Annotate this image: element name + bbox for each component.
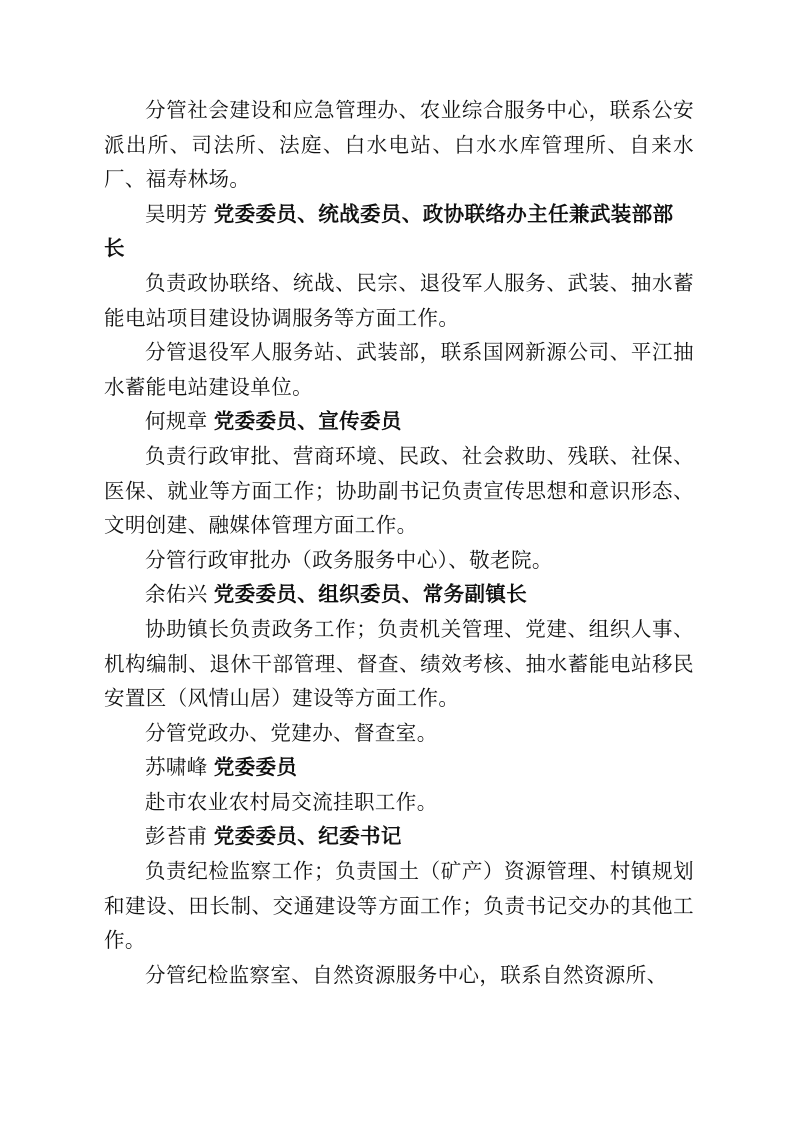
paragraph-duties: 分管行政审批办（政务服务中心）、敬老院。	[145, 547, 553, 572]
official-title: 党委委员、统战委员、政协联络办主任兼武装部部长	[104, 201, 674, 261]
official-heading	[104, 404, 694, 439]
paragraph-duties: 分管党政办、党建办、督查室。	[145, 720, 438, 745]
official-name: 苏啸峰	[145, 755, 208, 780]
official-heading	[104, 819, 694, 854]
paragraph-duties: 分管退役军人服务站、武装部，联系国网新源公司、平江抽水蓄能电站建设单位。	[104, 340, 694, 399]
paragraph-duties: 分管社会建设和应急管理办、农业综合服务中心，联系公安派出所、司法所、法庭、白水电站、白水水库管理所、自来水厂、福寿林场。	[104, 98, 694, 192]
official-heading	[104, 750, 694, 785]
official-title: 党委委员	[213, 755, 298, 780]
official-title: 党委委员、组织委员、常务副镇长	[213, 582, 528, 607]
official-name: 吴明芳	[145, 201, 208, 226]
official-heading	[104, 197, 694, 266]
paragraph-duties: 负责政协联络、统战、民宗、退役军人服务、武装、抽水蓄能电站项目建设协调服务等方面工作。	[104, 270, 694, 330]
official-heading	[104, 577, 694, 612]
paragraph-duties: 分管纪检监察室、自然资源服务中心，联系自然资源所、	[145, 962, 668, 987]
official-name: 何规章	[145, 409, 208, 434]
official-name: 彭苔甫	[145, 824, 208, 849]
paragraph-duties: 协助镇长负责政务工作；负责机关管理、党建、组织人事、机构编制、退休干部管理、督查、绩效考核、抽水蓄能电站移民安置区（风情山居）建设等方面工作。	[104, 616, 694, 711]
official-name: 余佑兴	[145, 582, 208, 607]
paragraph-duties: 负责行政审批、营商环境、民政、社会救助、残联、社保、医保、就业等方面工作；协助副书记负责宣传思想和意识形态、文明创建、融媒体管理方面工作。	[104, 443, 694, 538]
official-title: 党委委员、纪委书记	[213, 824, 402, 849]
paragraph-duties: 赴市农业农村局交流挂职工作。	[145, 789, 438, 814]
official-title: 党委委员、宣传委员	[213, 409, 402, 434]
document-body	[104, 93, 694, 992]
paragraph-duties: 负责纪检监察工作；负责国土（矿产）资源管理、村镇规划和建设、田长制、交通建设等方面工作；负责书记交办的其他工作。	[104, 859, 694, 953]
